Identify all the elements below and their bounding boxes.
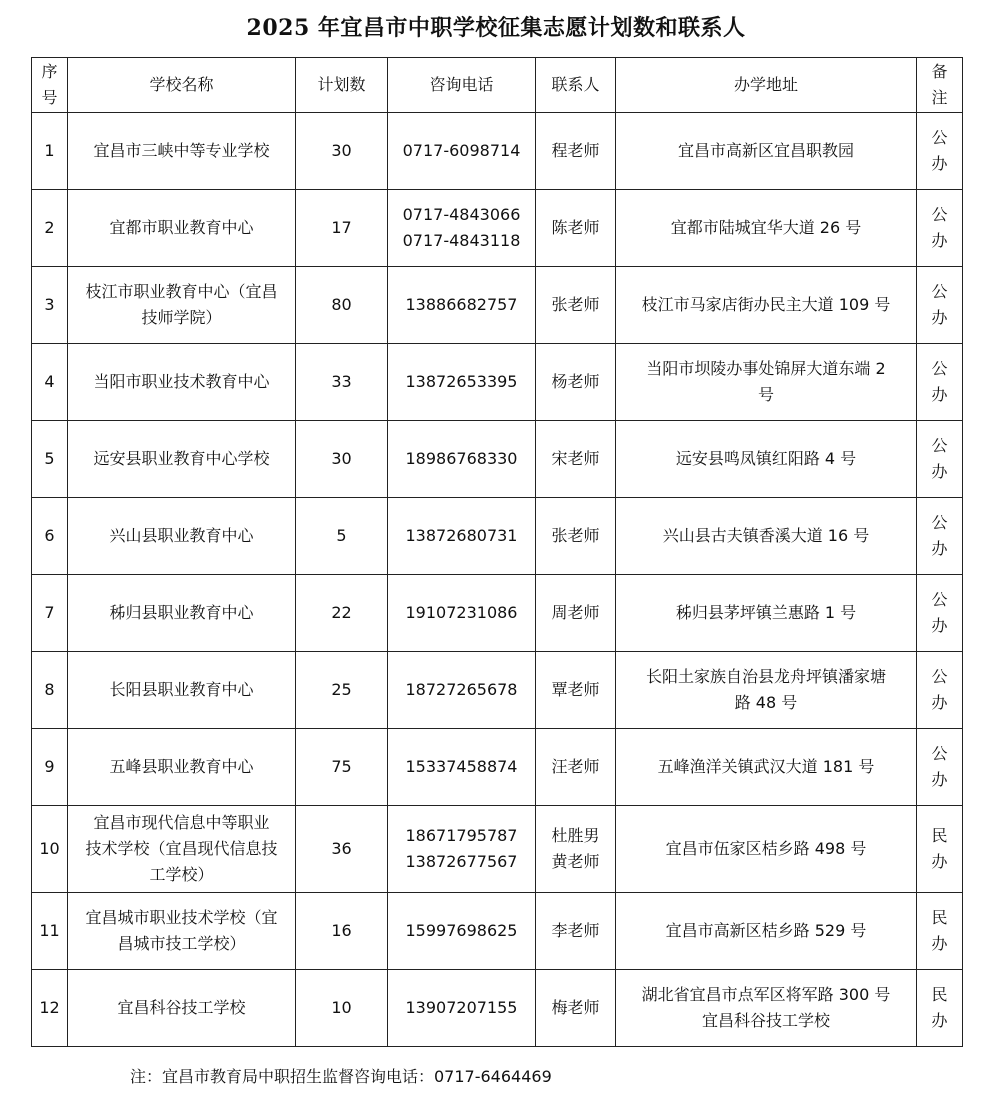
- header-remark: 备 注: [917, 58, 963, 113]
- cell-school: 宜昌市三峡中等专业学校: [68, 113, 296, 190]
- cell-seq: 8: [32, 652, 68, 729]
- cell-school: 五峰县职业教育中心: [68, 729, 296, 806]
- cell-remark: 公 办: [917, 498, 963, 575]
- cell-address: 宜都市陆城宜华大道 26 号: [616, 190, 917, 267]
- cell-plan: 22: [296, 575, 388, 652]
- cell-address: 湖北省宜昌市点军区将军路 300 号 宜昌科谷技工学校: [616, 970, 917, 1047]
- cell-address: 长阳土家族自治县龙舟坪镇潘家塘 路 48 号: [616, 652, 917, 729]
- cell-contact: 梅老师: [536, 970, 616, 1047]
- cell-remark: 公 办: [917, 652, 963, 729]
- cell-phone: 19107231086: [388, 575, 536, 652]
- cell-school: 宜昌城市职业技术学校（宜 昌城市技工学校）: [68, 893, 296, 970]
- page-title: 2025 年宜昌市中职学校征集志愿计划数和联系人: [246, 15, 746, 41]
- cell-plan: 25: [296, 652, 388, 729]
- cell-phone: 15337458874: [388, 729, 536, 806]
- cell-seq: 6: [32, 498, 68, 575]
- cell-school: 长阳县职业教育中心: [68, 652, 296, 729]
- cell-school: 宜昌科谷技工学校: [68, 970, 296, 1047]
- cell-phone: 18986768330: [388, 421, 536, 498]
- cell-plan: 10: [296, 970, 388, 1047]
- cell-seq: 11: [32, 893, 68, 970]
- cell-remark: 民 办: [917, 806, 963, 893]
- cell-seq: 1: [32, 113, 68, 190]
- cell-seq: 10: [32, 806, 68, 893]
- cell-address: 当阳市坝陵办事处锦屏大道东端 2 号: [616, 344, 917, 421]
- cell-school: 宜都市职业教育中心: [68, 190, 296, 267]
- cell-seq: 4: [32, 344, 68, 421]
- header-address: 办学地址: [616, 58, 917, 113]
- cell-contact: 李老师: [536, 893, 616, 970]
- cell-plan: 33: [296, 344, 388, 421]
- cell-address: 枝江市马家店街办民主大道 109 号: [616, 267, 917, 344]
- cell-plan: 16: [296, 893, 388, 970]
- cell-contact: 宋老师: [536, 421, 616, 498]
- table-row: [32, 267, 963, 344]
- cell-remark: 公 办: [917, 113, 963, 190]
- table-row: [32, 190, 963, 267]
- cell-seq: 5: [32, 421, 68, 498]
- table-row: [32, 893, 963, 970]
- cell-plan: 5: [296, 498, 388, 575]
- cell-plan: 30: [296, 421, 388, 498]
- cell-address: 远安县鸣凤镇红阳路 4 号: [616, 421, 917, 498]
- cell-contact: 周老师: [536, 575, 616, 652]
- table-row: [32, 344, 963, 421]
- table-row: [32, 113, 963, 190]
- cell-phone: 15997698625: [388, 893, 536, 970]
- cell-seq: 7: [32, 575, 68, 652]
- table-row: [32, 970, 963, 1047]
- cell-phone: 13907207155: [388, 970, 536, 1047]
- cell-contact: 张老师: [536, 267, 616, 344]
- enrollment-table: [31, 57, 963, 1047]
- table-row: [32, 652, 963, 729]
- header-phone: 咨询电话: [388, 58, 536, 113]
- cell-phone: 0717-4843066 0717-4843118: [388, 190, 536, 267]
- cell-contact: 覃老师: [536, 652, 616, 729]
- cell-seq: 9: [32, 729, 68, 806]
- cell-plan: 80: [296, 267, 388, 344]
- cell-school: 当阳市职业技术教育中心: [68, 344, 296, 421]
- cell-contact: 杨老师: [536, 344, 616, 421]
- cell-address: 宜昌市伍家区桔乡路 498 号: [616, 806, 917, 893]
- cell-remark: 公 办: [917, 267, 963, 344]
- cell-contact: 汪老师: [536, 729, 616, 806]
- cell-remark: 民 办: [917, 893, 963, 970]
- cell-seq: 2: [32, 190, 68, 267]
- cell-contact: 陈老师: [536, 190, 616, 267]
- table-header-row: [32, 58, 963, 113]
- cell-phone: 13886682757: [388, 267, 536, 344]
- cell-remark: 公 办: [917, 575, 963, 652]
- cell-address: 兴山县古夫镇香溪大道 16 号: [616, 498, 917, 575]
- cell-phone: 13872653395: [388, 344, 536, 421]
- cell-address: 宜昌市高新区宜昌职教园: [616, 113, 917, 190]
- cell-school: 宜昌市现代信息中等职业 技术学校（宜昌现代信息技 工学校）: [68, 806, 296, 893]
- cell-remark: 公 办: [917, 344, 963, 421]
- header-school: 学校名称: [68, 58, 296, 113]
- cell-phone: 13872680731: [388, 498, 536, 575]
- table-row: [32, 498, 963, 575]
- cell-address: 秭归县茅坪镇兰惠路 1 号: [616, 575, 917, 652]
- cell-school: 远安县职业教育中心学校: [68, 421, 296, 498]
- table-row: [32, 421, 963, 498]
- cell-remark: 公 办: [917, 190, 963, 267]
- cell-address: 宜昌市高新区桔乡路 529 号: [616, 893, 917, 970]
- header-contact: 联系人: [536, 58, 616, 113]
- cell-plan: 17: [296, 190, 388, 267]
- cell-remark: 民 办: [917, 970, 963, 1047]
- cell-phone: 0717-6098714: [388, 113, 536, 190]
- cell-school: 兴山县职业教育中心: [68, 498, 296, 575]
- cell-school: 秭归县职业教育中心: [68, 575, 296, 652]
- cell-contact: 张老师: [536, 498, 616, 575]
- cell-remark: 公 办: [917, 729, 963, 806]
- cell-phone: 18671795787 13872677567: [388, 806, 536, 893]
- cell-phone: 18727265678: [388, 652, 536, 729]
- cell-contact: 程老师: [536, 113, 616, 190]
- table-row: [32, 806, 963, 893]
- header-plan: 计划数: [296, 58, 388, 113]
- cell-seq: 12: [32, 970, 68, 1047]
- cell-school: 枝江市职业教育中心（宜昌 技师学院）: [68, 267, 296, 344]
- cell-plan: 30: [296, 113, 388, 190]
- cell-address: 五峰渔洋关镇武汉大道 181 号: [616, 729, 917, 806]
- header-seq: 序 号: [32, 58, 68, 113]
- cell-seq: 3: [32, 267, 68, 344]
- table-row: [32, 575, 963, 652]
- cell-contact: 杜胜男 黄老师: [536, 806, 616, 893]
- cell-plan: 36: [296, 806, 388, 893]
- cell-plan: 75: [296, 729, 388, 806]
- footnote: 注：宜昌市教育局中职招生监督咨询电话：0717-6464469: [130, 1067, 552, 1086]
- cell-remark: 公 办: [917, 421, 963, 498]
- table-row: [32, 729, 963, 806]
